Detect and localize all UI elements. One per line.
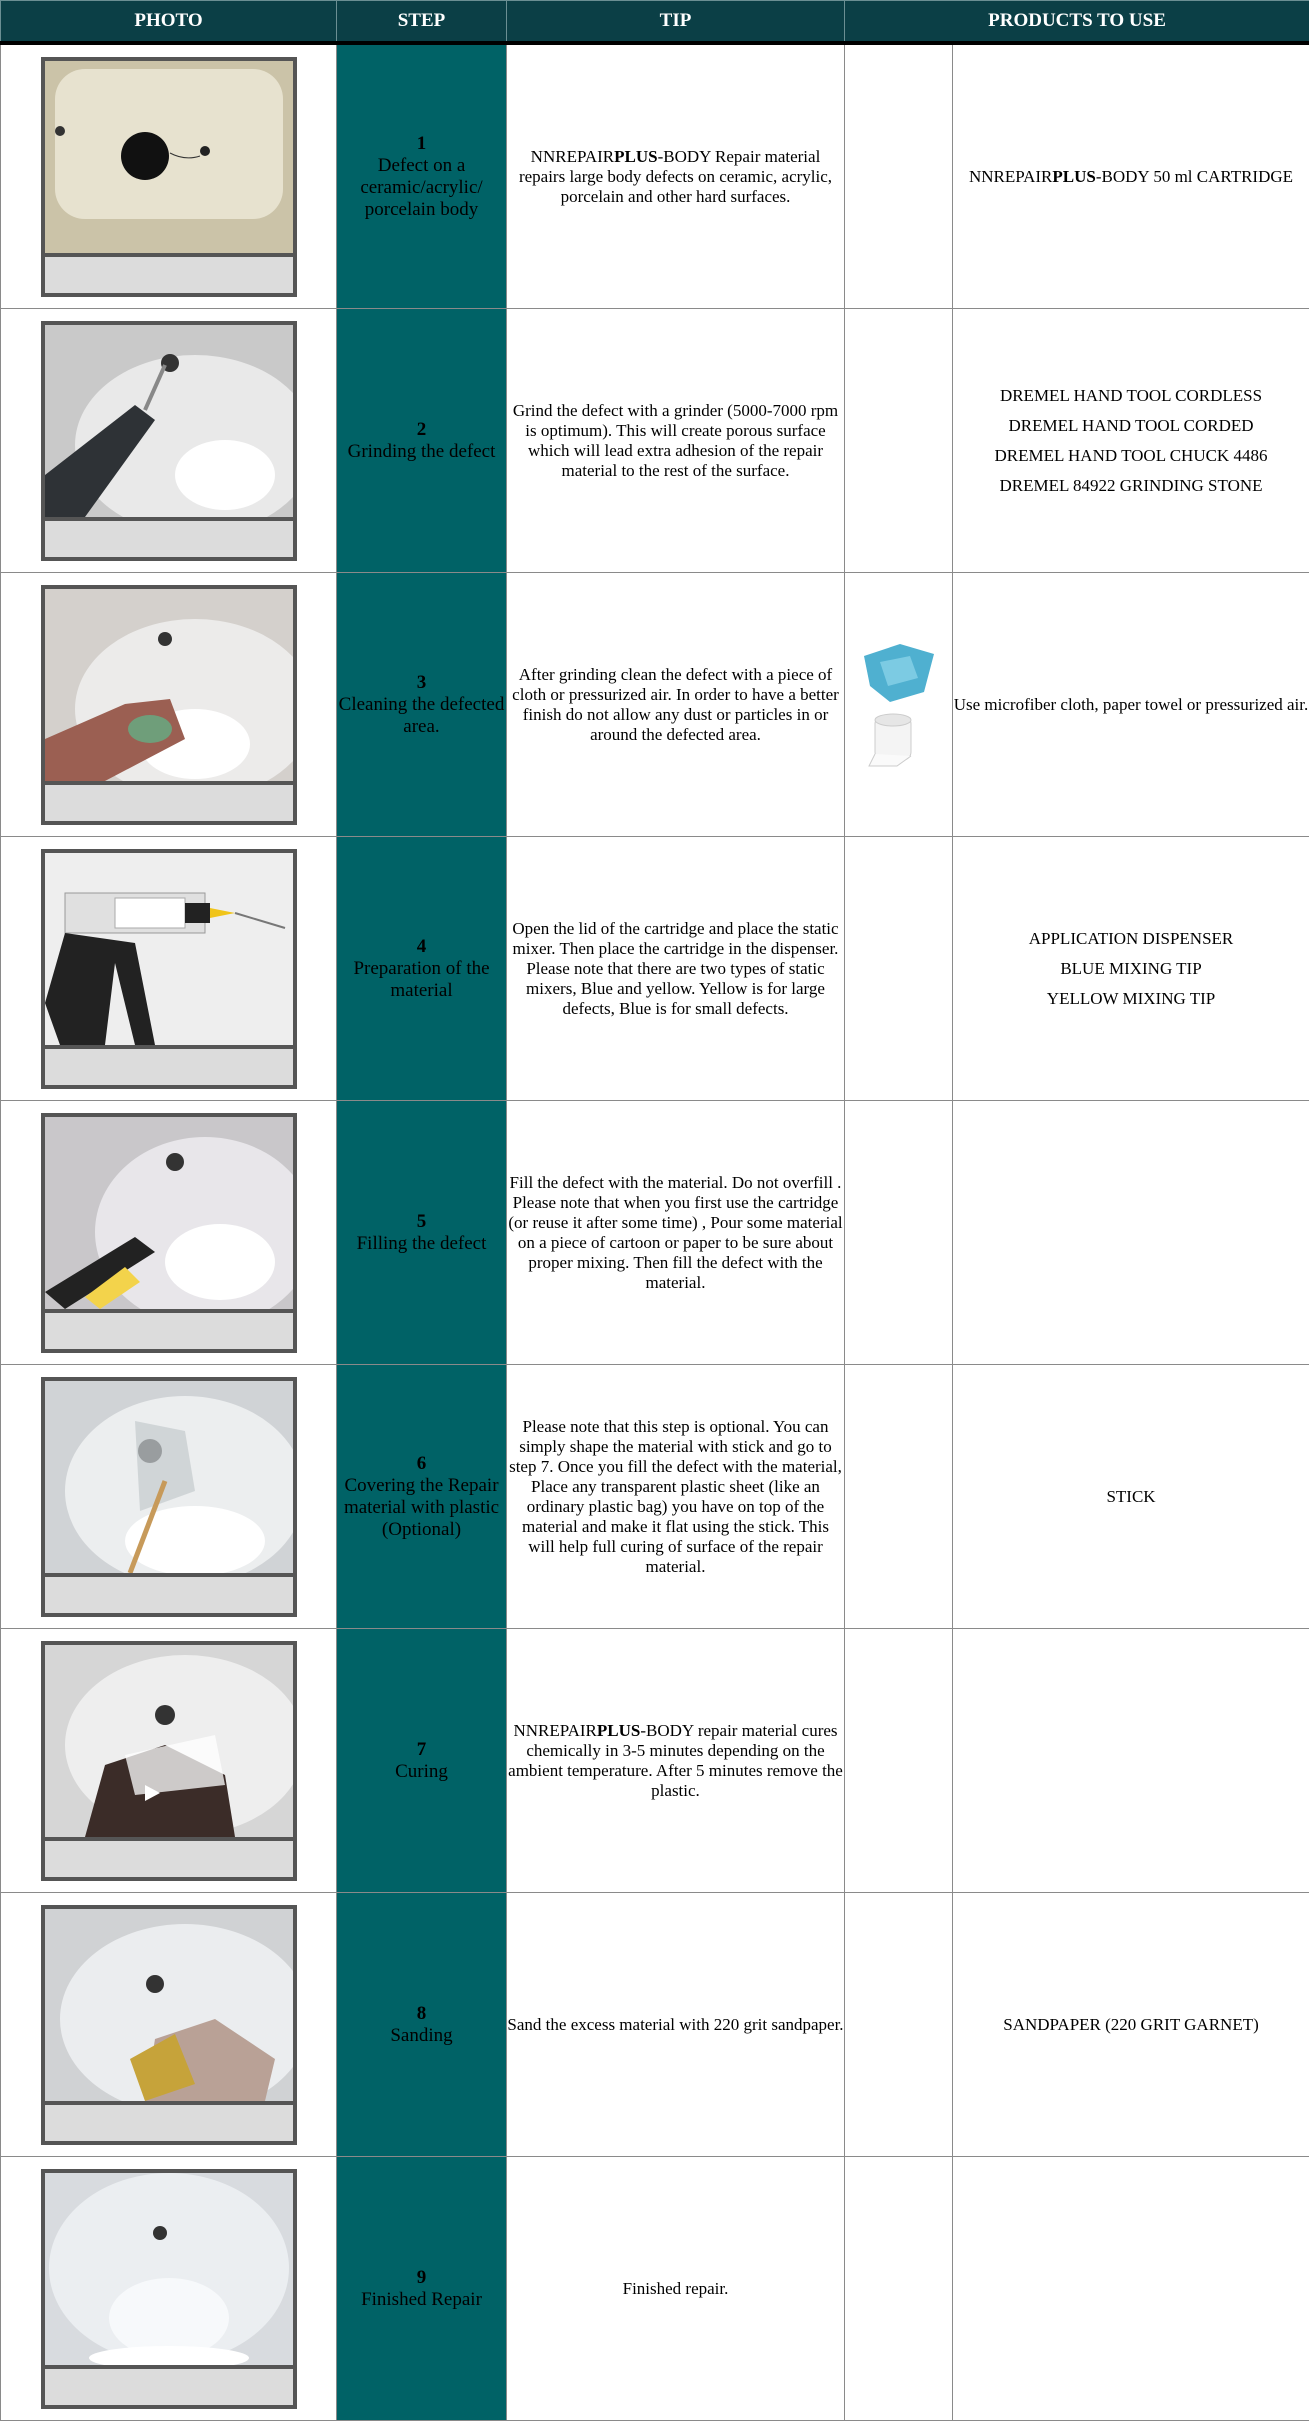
- photo-cell: [1, 1629, 337, 1893]
- brand-prefix: NNREPAIR: [968, 166, 1053, 186]
- step-title: Defect on a ceramic/acrylic/ porcelain body: [360, 154, 483, 220]
- product-item: [953, 167, 1309, 187]
- photo-caption-bar: [45, 781, 293, 821]
- photo-cell: [1, 1101, 337, 1365]
- step-cell: [337, 2157, 507, 2421]
- tip-cell: [507, 1365, 845, 1629]
- tip-text: Please note that this step is optional. You can simply shape the material with stick and go to step 7. Once you fill the defect with the material, Place any transparent plastic sheet (like an ordinary plastic bag) you have on top of the material and make it flat using the stick. This will help full curing of surface of the repair material.: [509, 1416, 842, 1576]
- tip-cell: [507, 1893, 845, 2157]
- tip-text: Repair material repairs large body defects on ceramic, acrylic, porcelain and other hard surfaces.: [518, 146, 833, 206]
- step-number: 9: [416, 2266, 427, 2288]
- products-cell: [953, 2157, 1309, 2421]
- product-item: DREMEL HAND TOOL CORDLESS: [999, 385, 1263, 405]
- step-number: 3: [416, 671, 427, 693]
- photo-cell: [1, 1365, 337, 1629]
- photo-cell: [1, 309, 337, 573]
- step-photo: [45, 1645, 293, 1837]
- step-title: Filling the defect: [356, 1232, 487, 1254]
- brand-suffix: -BODY: [657, 146, 711, 166]
- photo-cell: [1, 837, 337, 1101]
- tip-text: Open the lid of the cartridge and place the static mixer. Then place the cartridge in the dispenser. Please note that there are two types of static mixers, Blue and yellow. Yellow is for large defects, Blue is for small defects.: [512, 918, 839, 1018]
- photo-caption-bar: [45, 1837, 293, 1877]
- step-title: Sanding: [390, 2024, 453, 2046]
- step-photo: [45, 589, 293, 781]
- step-photo-frame: [41, 585, 297, 825]
- product-item: Use microfiber cloth, paper towel or pressurized air.: [953, 694, 1309, 714]
- product-icon-cell: [845, 2157, 953, 2421]
- step-number: 8: [416, 2002, 427, 2024]
- tip-text: Finished repair.: [622, 2278, 729, 2298]
- step-number: 4: [416, 935, 427, 957]
- step-number: 7: [416, 1738, 427, 1760]
- step-row: [1, 309, 1309, 573]
- step-photo: [45, 1909, 293, 2101]
- photo-caption-bar: [45, 253, 293, 293]
- microfiber-cloth-icon: [845, 642, 952, 704]
- products-cell: [953, 837, 1309, 1101]
- tip-cell: [507, 573, 845, 837]
- step-number: 5: [416, 1210, 427, 1232]
- photo-cell: [1, 1893, 337, 2157]
- product-item: DREMEL HAND TOOL CORDED: [1008, 415, 1254, 435]
- products-cell: [953, 1893, 1309, 2157]
- step-photo: [45, 1117, 293, 1309]
- step-photo-frame: [41, 1641, 297, 1881]
- product-item: DREMEL 84922 GRINDING STONE: [999, 475, 1263, 495]
- step-title: Grinding the defect: [347, 440, 496, 462]
- product-item: BLUE MIXING TIP: [1060, 958, 1202, 978]
- step-row: [1, 2157, 1309, 2421]
- step-title: Finished Repair: [361, 2288, 482, 2310]
- photo-caption-bar: [45, 1309, 293, 1349]
- photo-cell: [1, 573, 337, 837]
- products-cell: [953, 1365, 1309, 1629]
- tip-cell: [507, 837, 845, 1101]
- step-cell: [337, 1365, 507, 1629]
- step-cell: [337, 1629, 507, 1893]
- product-item: YELLOW MIXING TIP: [1046, 988, 1216, 1008]
- step-row: [1, 573, 1309, 837]
- table-header-row: [1, 1, 1309, 44]
- products-column-header: PRODUCTS TO USE: [845, 1, 1309, 44]
- product-text: 50 ml CARTRIDGE: [1149, 166, 1294, 186]
- step-photo: [45, 61, 293, 253]
- product-item: APPLICATION DISPENSER: [1028, 928, 1234, 948]
- paper-towel-icon: [845, 710, 952, 768]
- step-photo: [45, 853, 293, 1045]
- step-number: 1: [416, 132, 427, 154]
- step-cell: [337, 837, 507, 1101]
- products-cell: [953, 573, 1309, 837]
- step-row: [1, 1365, 1309, 1629]
- step-number: 6: [416, 1452, 427, 1474]
- product-icon-cell: [845, 43, 953, 309]
- brand-bold: PLUS: [614, 146, 658, 166]
- step-title: Curing: [395, 1760, 448, 1782]
- step-photo-frame: [41, 1377, 297, 1617]
- tip-cell: [507, 2157, 845, 2421]
- product-item: STICK: [1106, 1486, 1156, 1506]
- product-item: SANDPAPER (220 GRIT GARNET): [1003, 2014, 1259, 2034]
- step-cell: [337, 43, 507, 309]
- step-row: [1, 1893, 1309, 2157]
- products-cell: [953, 43, 1309, 309]
- step-photo-frame: [41, 2169, 297, 2409]
- product-icon-cell: [845, 1101, 953, 1365]
- product-icon-cell: [845, 1629, 953, 1893]
- step-photo: [45, 1381, 293, 1573]
- photo-caption-bar: [45, 1045, 293, 1085]
- step-row: [1, 43, 1309, 309]
- brand-bold: PLUS: [596, 1720, 641, 1740]
- tip-text: repair material cures chemically in 3-5 minutes depending on the ambient temperature. After 5 minutes remove the plastic.: [508, 1720, 843, 1800]
- step-row: [1, 1629, 1309, 1893]
- brand-prefix: NNREPAIR: [530, 146, 615, 166]
- tip-column-header: TIP: [507, 1, 845, 44]
- brand-suffix: -BODY: [640, 1720, 694, 1740]
- tip-cell: [507, 309, 845, 573]
- step-number: 2: [416, 418, 427, 440]
- tip-text: After grinding clean the defect with a piece of cloth or pressurized air. In order to have a better finish do not allow any dust or particles in or around the defected area.: [512, 664, 839, 744]
- photo-caption-bar: [45, 517, 293, 557]
- step-cell: [337, 309, 507, 573]
- step-column-header: STEP: [337, 1, 507, 44]
- step-cell: [337, 1101, 507, 1365]
- brand-prefix: NNREPAIR: [513, 1720, 597, 1740]
- step-row: [1, 1101, 1309, 1365]
- tip-text: Sand the excess material with 220 grit sandpaper.: [507, 2014, 844, 2034]
- tip-cell: [507, 1629, 845, 1893]
- product-item: DREMEL HAND TOOL CHUCK 4486: [994, 445, 1268, 465]
- photo-caption-bar: [45, 1573, 293, 1613]
- step-photo-frame: [41, 1905, 297, 2145]
- step-cell: [337, 1893, 507, 2157]
- step-title: Covering the Repair material with plastic (Optional): [343, 1474, 500, 1540]
- products-cell: [953, 309, 1309, 573]
- photo-cell: [1, 43, 337, 309]
- product-icon-cell: [845, 309, 953, 573]
- product-icon-cell: [845, 1893, 953, 2157]
- step-title: Cleaning the defected area.: [338, 693, 505, 737]
- step-photo-frame: [41, 321, 297, 561]
- step-cell: [337, 573, 507, 837]
- step-photo: [45, 325, 293, 517]
- step-photo-frame: [41, 57, 297, 297]
- step-title: Preparation of the material: [353, 957, 490, 1001]
- tip-cell: [507, 1101, 845, 1365]
- brand-bold: PLUS: [1052, 166, 1096, 186]
- product-icon-cell: [845, 837, 953, 1101]
- photo-column-header: PHOTO: [1, 1, 337, 44]
- photo-caption-bar: [45, 2101, 293, 2141]
- products-cell: [953, 1101, 1309, 1365]
- tip-text: Fill the defect with the material. Do not overfill . Please note that when you first use the cartridge (or reuse it after some time) , Pour some material on a piece of cartoon or paper to be sure about proper mixing. Then fill the defect with the material.: [508, 1172, 843, 1292]
- product-icon-cell: [845, 1365, 953, 1629]
- product-icon-cell: [845, 573, 953, 837]
- step-photo-frame: [41, 849, 297, 1089]
- step-photo-frame: [41, 1113, 297, 1353]
- products-cell: [953, 1629, 1309, 1893]
- tip-cell: [507, 43, 845, 309]
- photo-cell: [1, 2157, 337, 2421]
- photo-caption-bar: [45, 2365, 293, 2405]
- step-row: [1, 837, 1309, 1101]
- brand-suffix: -BODY: [1095, 166, 1150, 186]
- step-photo: [45, 2173, 293, 2365]
- tip-text: Grind the defect with a grinder (5000-7000 rpm is optimum). This will create porous surface which will lead extra adhesion of the repair material to the rest of the surface.: [512, 400, 839, 480]
